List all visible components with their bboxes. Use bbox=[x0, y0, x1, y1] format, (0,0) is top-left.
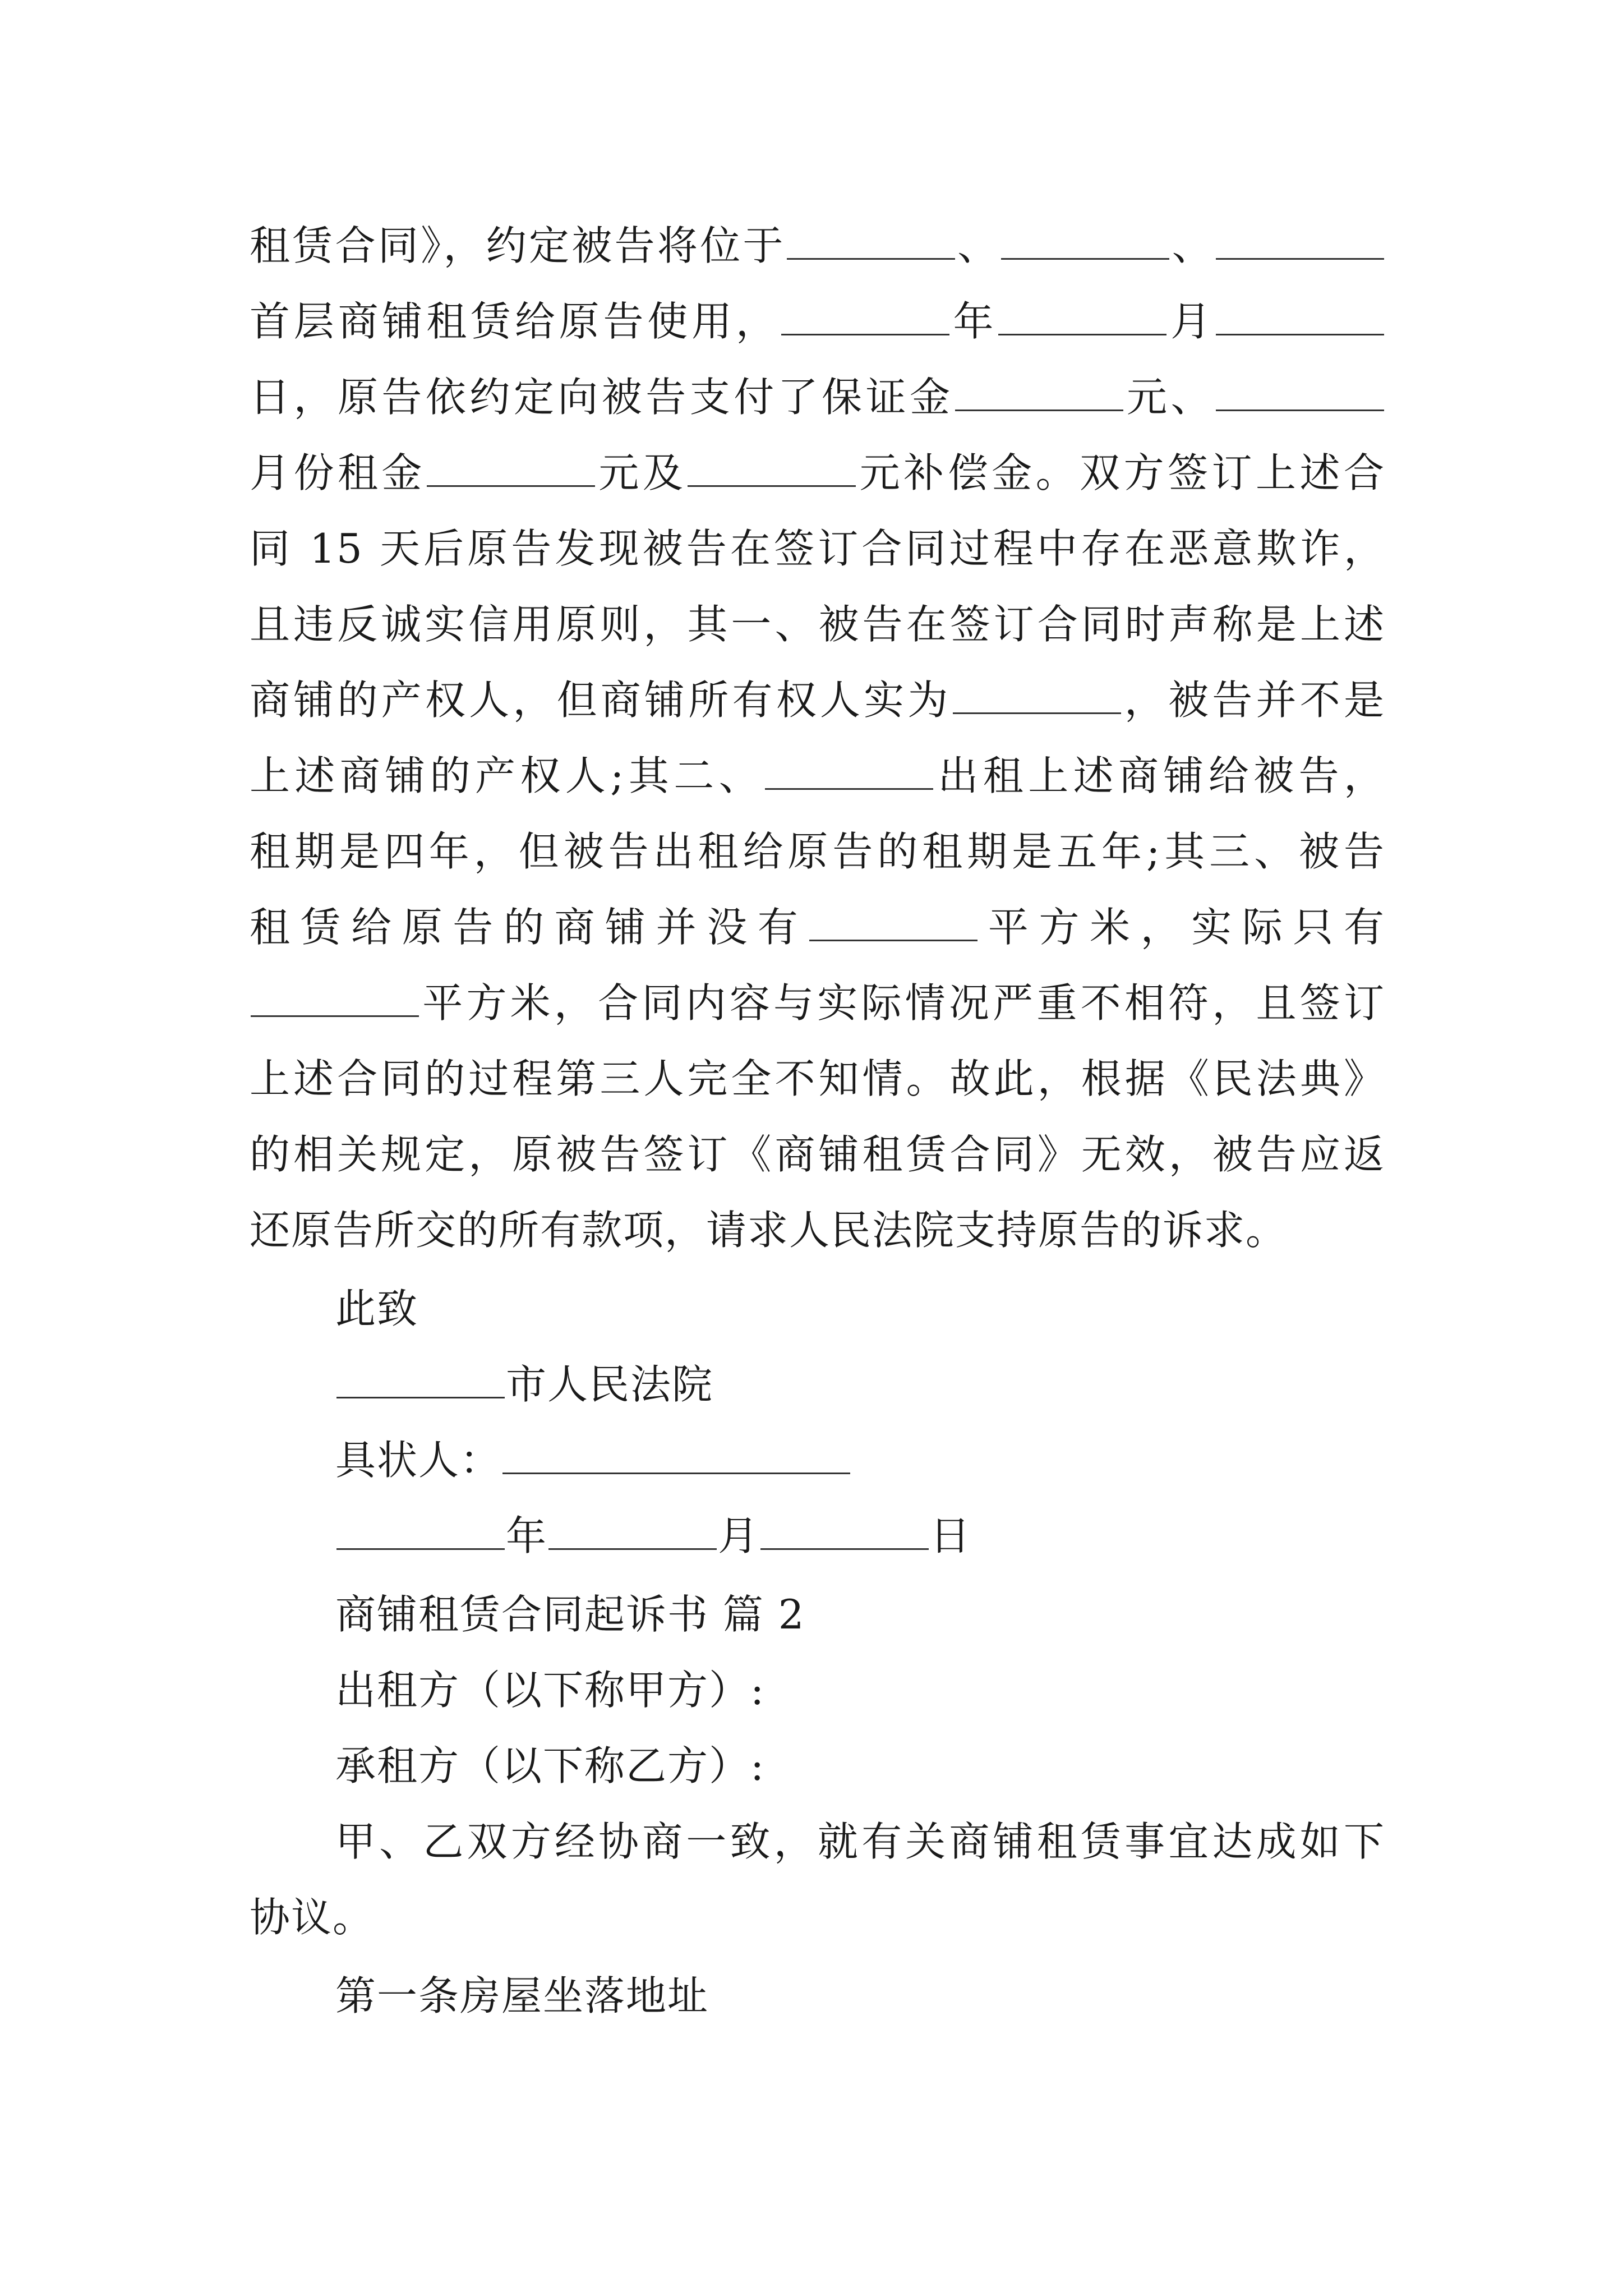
paragraph-line: 首层商铺租赁给原告使用， 年 月 bbox=[250, 295, 1385, 348]
blank-field[interactable] bbox=[1216, 376, 1384, 411]
paragraph-line: 商铺的产权人，但商铺所有权人实为 ，被告并不是 bbox=[250, 677, 1385, 724]
paragraph-line: 同 15 天后原告发现被告在签订合同过程中存在恶意欺诈， bbox=[250, 525, 1385, 572]
paragraph-line: 上述商铺的产权人;其二、 出租上述商铺给被告， bbox=[250, 752, 1385, 799]
signer-line: 具状人： bbox=[335, 1433, 851, 1487]
paragraph-line: 上述合同的过程第三人完全不知情。故此，根据《民法典》 bbox=[250, 1055, 1385, 1102]
blank-field[interactable] bbox=[1216, 224, 1384, 260]
blank-field[interactable] bbox=[955, 376, 1123, 411]
blank-field[interactable] bbox=[427, 452, 595, 487]
paragraph-line: 月份租金 元及 元补偿金。双方签订上述合 bbox=[250, 449, 1385, 496]
year-blank[interactable] bbox=[336, 1515, 505, 1550]
month-blank[interactable] bbox=[548, 1515, 717, 1550]
blank-field[interactable] bbox=[688, 452, 856, 487]
article-heading: 第一条房屋坐落地址 bbox=[335, 1972, 709, 2019]
blank-field[interactable] bbox=[1001, 224, 1169, 260]
paragraph-line: 租期是四年，但被告出租给原告的租期是五年;其三、被告 bbox=[250, 828, 1385, 875]
blank-field[interactable] bbox=[1216, 300, 1384, 335]
paragraph-line: 的相关规定，原被告签订《商铺租赁合同》无效，被告应返 bbox=[250, 1131, 1385, 1178]
paragraph-line: 租赁给原告的商铺并没有 平方米，实际只有 bbox=[250, 904, 1385, 951]
blank-field[interactable] bbox=[809, 906, 978, 941]
paragraph-line: 且违反诚实信用原则，其一、被告在签订合同时声称是上述 bbox=[250, 601, 1385, 648]
paragraph-line: 还原告所交的所有款项，请求人民法院支持原告的诉求。 bbox=[250, 1207, 1288, 1254]
intro-line: 甲、乙双方经协商一致，就有关商铺租赁事宜达成如下 bbox=[335, 1818, 1385, 1865]
blank-field[interactable] bbox=[251, 982, 419, 1017]
day-blank[interactable] bbox=[760, 1515, 929, 1550]
paragraph-line: 租赁合同》，约定被告将位于 、 、 bbox=[250, 219, 1385, 273]
blank-field[interactable] bbox=[787, 224, 955, 260]
signer-blank[interactable] bbox=[502, 1439, 850, 1474]
court-line: 市人民法院 bbox=[335, 1358, 713, 1411]
lessee-line: 承租方（以下称乙方）: bbox=[335, 1742, 766, 1789]
paragraph-line: 日，原告依约定向被告支付了保证金 元、 bbox=[250, 370, 1385, 424]
paragraph-line: 平方米，合同内容与实际情况严重不相符，且签订 bbox=[250, 976, 1385, 1030]
blank-field[interactable] bbox=[998, 300, 1166, 335]
salutation: 此致 bbox=[335, 1285, 419, 1332]
court-blank[interactable] bbox=[336, 1363, 505, 1398]
date-line: 年 月 日 bbox=[335, 1509, 971, 1563]
blank-field[interactable] bbox=[781, 300, 949, 335]
lessor-line: 出租方（以下称甲方）: bbox=[335, 1667, 766, 1714]
blank-field[interactable] bbox=[765, 754, 933, 790]
intro-line: 协议。 bbox=[250, 1894, 375, 1941]
blank-field[interactable] bbox=[953, 679, 1121, 714]
section-title: 商铺租赁合同起诉书 篇 2 bbox=[335, 1591, 805, 1638]
